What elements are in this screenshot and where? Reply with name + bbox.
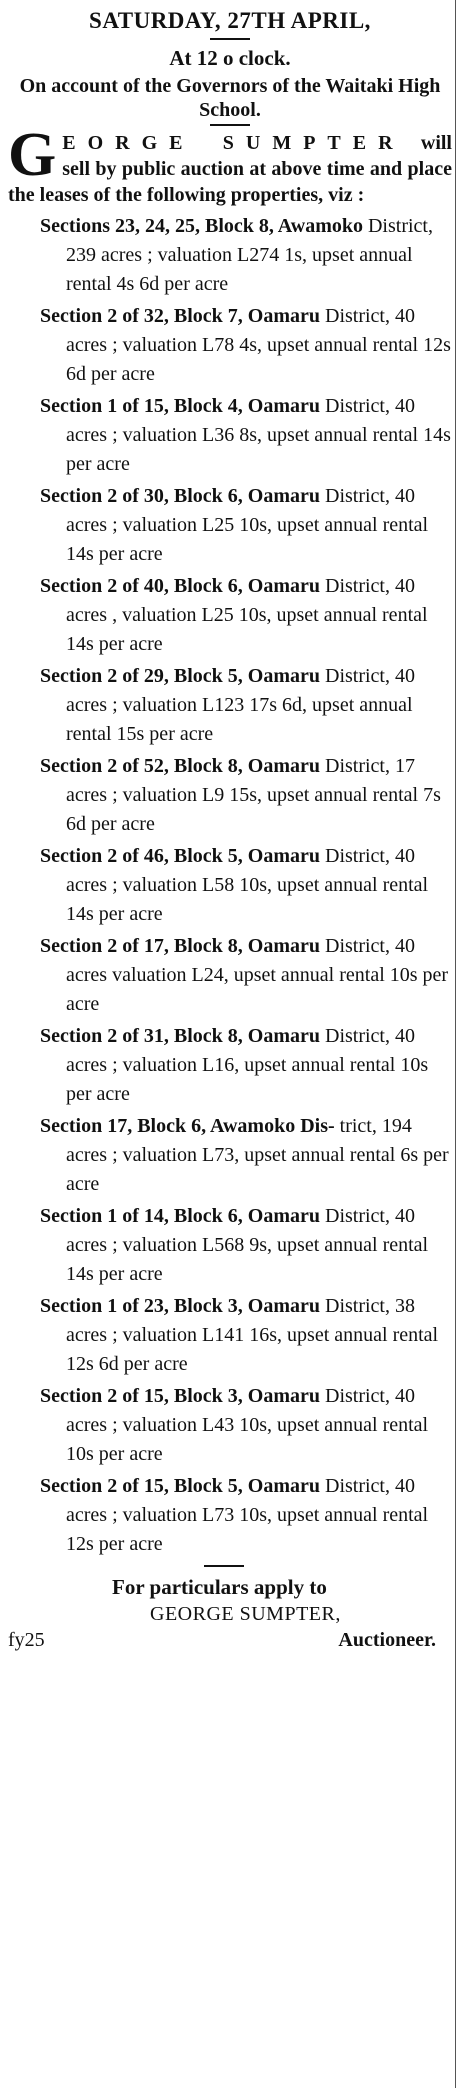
property-details: District, 40 acres ; valuation L25 10s, upset annual rental 14s per acre (66, 485, 429, 565)
property-lot: Sections 23, 24, 25, Block 8, Awamoko (40, 215, 363, 237)
property-details: District, 38 acres ; valuation L141 16s, upset annual rental 12s 6d per acre (66, 1295, 439, 1375)
property-details: District, 17 acres ; valuation L9 15s, upset annual rental 7s 6d per acre (66, 755, 441, 835)
footer-bottom (8, 1629, 452, 1657)
property-lot: Section 2 of 30, Block 6, Oamaru (40, 485, 320, 507)
property-entry (8, 932, 452, 1019)
property-entry (8, 392, 452, 479)
ad-code: fy25 (8, 1629, 45, 1651)
footer-divider (204, 1565, 244, 1567)
property-details: District, 40 acres valuation L24, upset annual rental 10s per acre (66, 935, 449, 1015)
property-lot: Section 1 of 15, Block 4, Oamaru (40, 395, 320, 417)
property-entry (8, 1112, 452, 1199)
property-lot: Section 2 of 52, Block 8, Oamaru (40, 755, 320, 777)
property-entry (8, 752, 452, 839)
property-details: trict, 194 acres ; valuation L73, upset annual rental 6s per acre (66, 1115, 449, 1195)
property-lot: Section 2 of 15, Block 5, Oamaru (40, 1475, 320, 1497)
header-divider (210, 38, 250, 40)
property-lot: Section 2 of 40, Block 6, Oamaru (40, 575, 320, 597)
property-entry (8, 1022, 452, 1109)
property-entry (8, 1382, 452, 1469)
auctioneer-role: Auctioneer. (338, 1629, 436, 1651)
drop-cap: G (8, 121, 57, 189)
property-entry (8, 1202, 452, 1289)
property-lot: Section 1 of 23, Block 3, Oamaru (40, 1295, 320, 1317)
property-lot: Section 2 of 17, Block 8, Oamaru (40, 935, 320, 957)
property-list (8, 212, 452, 1559)
date-line: SATURDAY, 27TH APRIL, (89, 8, 371, 33)
intro-text-block (8, 121, 452, 208)
property-lot: Section 17, Block 6, Awamoko Dis- (40, 1115, 335, 1137)
property-details: District, 40 acres ; valuation L123 17s 6d, upset annual rental 15s per acre (66, 665, 415, 745)
intro-text: will sell by public auction at above time and place the leases of the following properties, viz : (8, 132, 452, 206)
property-details: District, 40 acres ; valuation L43 10s, upset annual rental 10s per acre (66, 1385, 429, 1465)
auctioneer-signature: GEORGE SUMPTER, (150, 1603, 341, 1625)
property-lot: Section 2 of 32, Block 7, Oamaru (40, 305, 320, 327)
property-entry (8, 302, 452, 389)
property-details: District, 40 acres ; valuation L36 8s, upset annual rental 14s per acre (66, 395, 451, 475)
intro-paragraph (8, 121, 452, 208)
auctioneer-name-spaced: EORGE SUMPTER (62, 132, 405, 154)
property-details: District, 40 acres ; valuation L16, upset annual rental 10s per acre (66, 1025, 429, 1105)
property-entry (8, 572, 452, 659)
property-entry (8, 1292, 452, 1379)
property-entry (8, 482, 452, 569)
property-lot: Section 2 of 31, Block 8, Oamaru (40, 1025, 320, 1047)
property-entry (8, 212, 452, 299)
property-details: District, 40 acres ; valuation L78 4s, upset annual rental 12s 6d per acre (66, 305, 451, 385)
particulars-line: For particulars apply to (112, 1575, 327, 1599)
property-lot: Section 2 of 29, Block 5, Oamaru (40, 665, 320, 687)
property-entry (8, 662, 452, 749)
property-lot: Section 1 of 14, Block 6, Oamaru (40, 1205, 320, 1227)
property-details: District, 40 acres ; valuation L58 10s, upset annual rental 14s per acre (66, 845, 429, 925)
property-lot: Section 2 of 15, Block 3, Oamaru (40, 1385, 320, 1407)
property-details: District, 40 acres ; valuation L568 9s, upset annual rental 14s per acre (66, 1205, 429, 1285)
header (8, 6, 452, 126)
time-line: At 12 o clock. (169, 46, 291, 70)
on-account-line: On account of the Governors of the Waitaki High School. (19, 75, 441, 121)
property-entry (8, 842, 452, 929)
property-lot: Section 2 of 46, Block 5, Oamaru (40, 845, 320, 867)
header-divider-2 (210, 124, 250, 126)
property-details: District, 239 acres ; valuation L274 1s, upset annual rental 4s 6d per acre (66, 215, 433, 295)
property-details: District, 40 acres ; valuation L73 10s, upset annual rental 12s per acre (66, 1475, 429, 1555)
property-details: District, 40 acres , valuation L25 10s, upset annual rental 14s per acre (66, 575, 428, 655)
property-entry (8, 1472, 452, 1559)
